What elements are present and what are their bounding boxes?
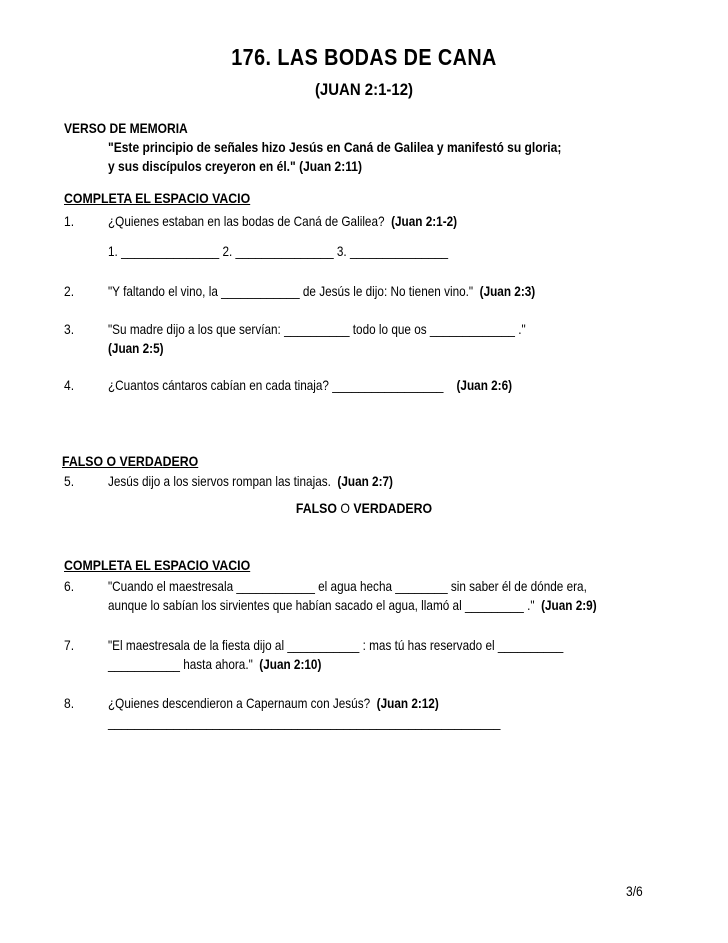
page-title: 176. LAS BODAS DE CANA (231, 44, 497, 70)
question-8-ref: (Juan 2:12) (376, 695, 439, 711)
question-2-ref: (Juan 2:3) (479, 283, 536, 299)
question-7-line-1[interactable]: "El maestresala de la fiesta dijo al ___________ : mas tú has reservado el __________ (108, 637, 564, 653)
page-subtitle: (JUAN 2:1-12) (314, 80, 414, 99)
question-6-line-1[interactable]: "Cuando el maestresala ____________ el agua hecha ________ sin saber él de dónde era, (108, 578, 587, 594)
question-3-ref: (Juan 2:5) (108, 340, 164, 356)
memory-verse-line-2: y sus discípulos creyeron en él." (Juan 2:11) (108, 158, 362, 174)
question-number-4: 4. (64, 377, 75, 393)
section-heading-fill-blank-1: COMPLETA EL ESPACIO VACIO (64, 190, 251, 206)
section-heading-fill-blank-2: COMPLETA EL ESPACIO VACIO (64, 557, 251, 573)
question-8 (108, 695, 439, 711)
question-number-5: 5. (64, 473, 75, 489)
question-5 (108, 473, 393, 489)
question-number-7: 7. (64, 637, 75, 653)
page-number: 3/6 (626, 883, 643, 899)
choice-or: O (340, 500, 350, 516)
question-1 (108, 213, 457, 229)
question-number-3: 3. (64, 321, 75, 337)
question-number-2: 2. (64, 283, 75, 299)
question-4 (108, 377, 512, 393)
choice-false[interactable]: FALSO (295, 500, 337, 516)
choice-true[interactable]: VERDADERO (353, 500, 433, 516)
question-6-ref: (Juan 2:9) (541, 597, 597, 613)
true-false-choices (44, 500, 685, 516)
question-3-text[interactable]: "Su madre dijo a los que servían: __________ todo lo que os _____________ ." (108, 321, 526, 337)
memory-verse-heading: VERSO DE MEMORIA (64, 120, 188, 136)
question-2-text[interactable]: "Y faltando el vino, la ____________ de Jesús le dijo: No tienen vino." (108, 283, 474, 299)
memory-verse-line-1: "Este principio de señales hizo Jesús en Caná de Galilea y manifestó su gloria; (108, 139, 562, 155)
question-number-1: 1. (64, 213, 75, 229)
question-6-line-2-text[interactable]: aunque lo sabían los sirvientes que habían sacado el agua, llamó al _________ ." (108, 597, 535, 613)
question-5-text: Jesús dijo a los siervos rompan las tinajas. (108, 473, 331, 489)
question-1-answer-blanks[interactable]: 1. _______________ 2. _______________ 3. _______________ (108, 243, 449, 259)
question-1-ref: (Juan 2:1-2) (391, 213, 458, 229)
question-7-line-2 (108, 656, 321, 672)
question-2 (108, 283, 535, 299)
question-number-6: 6. (64, 578, 75, 594)
question-7-ref: (Juan 2:10) (259, 656, 322, 672)
question-1-text: ¿Quienes estaban en las bodas de Caná de Galilea? (108, 213, 385, 229)
question-4-ref: (Juan 2:6) (456, 377, 513, 393)
question-7-line-2-text[interactable]: ___________ hasta ahora." (108, 656, 253, 672)
question-number-8: 8. (64, 695, 75, 711)
section-heading-true-false: FALSO O VERDADERO (62, 453, 199, 469)
question-4-text[interactable]: ¿Cuantos cántaros cabían en cada tinaja? _________________ (108, 377, 444, 393)
question-5-ref: (Juan 2:7) (337, 473, 393, 489)
question-8-text: ¿Quienes descendieron a Capernaum con Jesús? (108, 695, 371, 711)
question-8-answer-line[interactable]: ____________________________________________________________ (108, 714, 501, 730)
question-6-line-2 (108, 597, 597, 613)
